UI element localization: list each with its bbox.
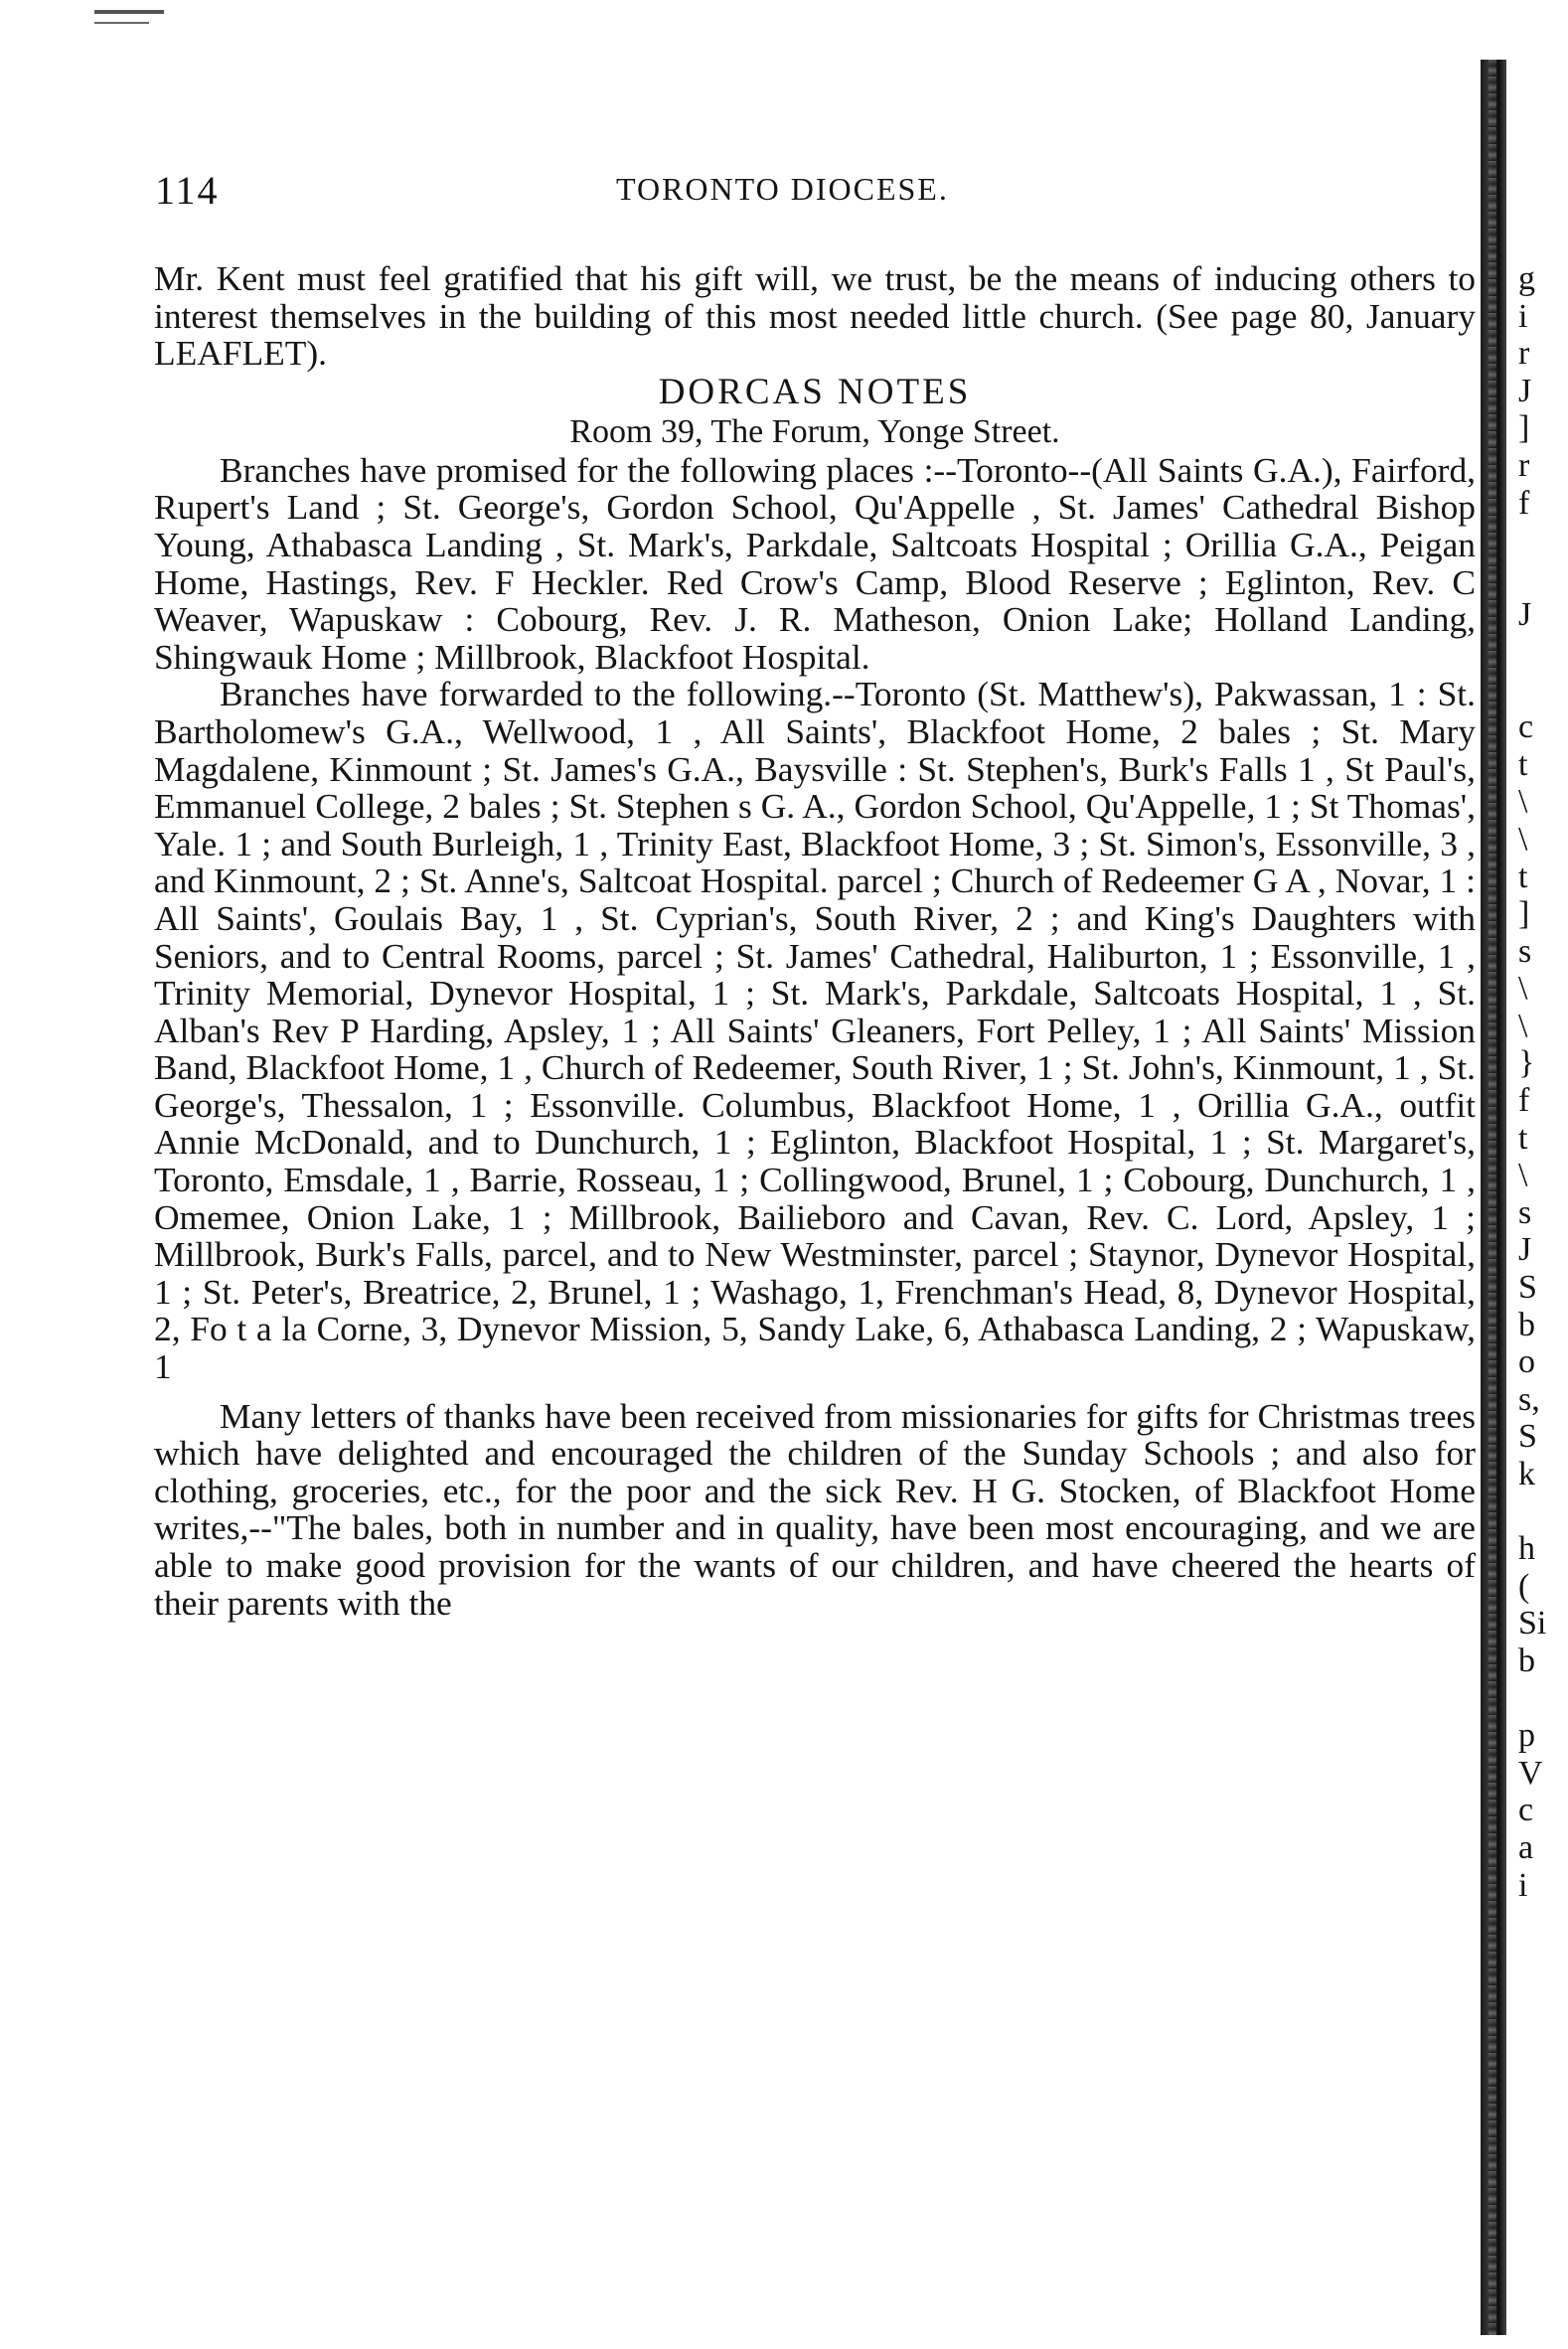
margin-fragment: ]	[1518, 895, 1530, 933]
margin-fragment: J	[1518, 596, 1532, 634]
margin-fragment: f	[1518, 484, 1530, 522]
margin-fragment: \	[1518, 1007, 1528, 1044]
margin-fragment: s,	[1518, 1380, 1540, 1418]
thanks-paragraph: Many letters of thanks have been received from missionaries for gifts for Christmas trees which have delighted and encouraged the children of the Sunday Schools ; and also for clothing, groceries, etc., for the poor and the sick Rev. H G. Stocken, of Blackfoot Home writes,--"The bales, both in number and in quality, have been most encouraging, and we are able to make good provision for the wants of our children, and have cheered the hearts of their parents with the	[154, 1395, 1476, 1623]
margin-fragment	[1518, 1942, 1564, 1979]
margin-fragment: \	[1518, 1157, 1528, 1194]
margin-fragment	[1518, 1680, 1564, 1718]
margin-fragment: \	[1518, 820, 1528, 858]
margin-fragment: t	[1518, 858, 1528, 895]
margin-fragment: r	[1518, 335, 1530, 373]
margin-fragment	[1518, 522, 1564, 559]
section-address: Room 39, The Forum, Yonge Street.	[569, 412, 1060, 450]
margin-fragment: ]	[1518, 409, 1530, 447]
page-number: 114	[155, 168, 220, 213]
facing-page-margin-fragments	[1518, 260, 1564, 1978]
top-scan-mark	[94, 10, 164, 14]
top-scan-mark-secondary	[94, 22, 149, 24]
margin-fragment: V	[1518, 1754, 1543, 1792]
margin-fragment: s	[1518, 1193, 1532, 1231]
margin-fragment: g	[1518, 260, 1535, 297]
margin-fragment	[1518, 1493, 1564, 1531]
margin-fragment: b	[1518, 1306, 1535, 1343]
margin-fragment: k	[1518, 1456, 1535, 1492]
margin-fragment: S	[1518, 1418, 1537, 1456]
margin-fragment: t	[1518, 745, 1528, 783]
margin-fragment: p	[1518, 1717, 1535, 1755]
margin-fragment: }	[1518, 1044, 1535, 1082]
margin-fragment: r	[1518, 446, 1530, 484]
margin-fragment	[1518, 1904, 1564, 1942]
intro-paragraph: Mr. Kent must feel gratified that his gift will, we trust, be the means of inducing others to interest themselves in the building of this most needed little church. (See page 80, January LEAFLET).	[154, 258, 1476, 374]
margin-fragment: t	[1518, 1119, 1528, 1157]
margin-fragment: c	[1518, 1792, 1534, 1829]
margin-fragment: c	[1518, 708, 1534, 746]
margin-fragment: \	[1518, 783, 1528, 821]
margin-fragment: i	[1518, 297, 1528, 335]
forwarded-paragraph: Branches have forwarded to the following.--Toronto (St. Matthew's), Pakwassan, 1 : St. Bartholomew's G.A., Wellwood, 1 , All Saints', Blackfoot Home, 2 bales ; St. Mary Magdalene, Kinmount ; St. James's G.A., Baysville : St. Stephen's, Burk's Falls 1 , St Paul's, Emmanuel College, 2 bales ; St. Stephen s G. A., Gordon School, Qu'Appelle, 1 ; St Thomas', Yale. 1 ; and South Burleigh, 1 , Trinity East, Blackfoot Home, 3 ; St. Simon's, Essonville, 3 , and Kinmount, 2 ; St. Anne's, Saltcoat Hospital. parcel ; Church of Redeemer G A , Novar, 1 : All Saints', Goulais Bay, 1 , St. Cyprian's, South River, 2 ; and King's Daughters with Seniors, and to Central Rooms, parcel ; St. James' Cathedral, Haliburton, 1 ; Essonville, 1 , Trinity Memorial, Dynevor Hospital, 1 ; St. Mark's, Parkdale, Saltcoats Hospital, 1 , St. Alban's Rev P Harding, Apsley, 1 ; All Saints' Gleaners, Fort Pelley, 1 ; All Saints' Mission Band, Blackfoot Home, 1 , Church of Redeemer, South River, 1 ; St. John's, Kinmount, 1 , St. George's, Thessalon, 1 ; Essonville. Columbus, Blackfoot Home, 1 , Orillia G.A., outfit Annie McDonald, and to Dunchurch, 1 ; Eglinton, Blackfoot Hospital, 1 ; St. Margaret's, Toronto, Emsdale, 1 , Barrie, Rosseau, 1 ; Collingwood, Brunel, 1 ; Cobourg, Dunchurch, 1 , Omemee, Onion Lake, 1 ; Millbrook, Bailieboro and Cavan, Rev. C. Lord, Apsley, 1 ; Millbrook, Burk's Falls, parcel, and to New Westminster, parcel ; Staynor, Dynevor Hospital, 1 ; St. Peter's, Breatrice, 2, Brunel, 1 ; Washago, 1, Frenchman's Head, 8, Dynevor Hospital, 2, Fo t a la Corne, 3, Dynevor Mission, 5, Sandy Lake, 6, Athabasca Landing, 2 ; Wapuskaw, 1	[154, 674, 1476, 1387]
margin-fragment: J	[1518, 372, 1532, 409]
margin-fragment	[1518, 634, 1564, 672]
section-title: DORCAS NOTES	[658, 371, 972, 412]
margin-fragment: b	[1518, 1642, 1535, 1679]
margin-fragment: J	[1518, 1231, 1532, 1269]
running-head: TORONTO DIOCESE.	[616, 171, 949, 207]
margin-fragment: o	[1518, 1343, 1535, 1381]
margin-fragment: h	[1518, 1530, 1535, 1568]
body-text	[154, 260, 1476, 1622]
margin-fragment	[1518, 559, 1564, 597]
page-header	[149, 167, 1481, 227]
margin-fragment: a	[1518, 1828, 1534, 1866]
promised-paragraph: Branches have promised for the following places :--Toronto--(All Saints G.A.), Fairford, Rupert's Land ; St. George's, Gordon School, Qu'Appelle , St. James' Cathedral Bishop Young, Athabasca Landing , St. Mark's, Parkdale, Saltcoats Hospital ; Orillia G.A., Peigan Home, Hastings, Rev. F Heckler. Red Crow's Camp, Blood Reserve ; Eglinton, Rev. C Weaver, Wapuskaw : Cobourg, Rev. J. R. Matheson, Onion Lake; Holland Landing, Shingwauk Home ; Millbrook, Blackfoot Hospital.	[154, 449, 1476, 677]
margin-fragment: f	[1518, 1082, 1530, 1120]
margin-fragment: i	[1518, 1866, 1528, 1904]
binding-gutter-texture	[1489, 60, 1496, 2335]
margin-fragment: (	[1518, 1567, 1530, 1605]
margin-fragment: \	[1518, 970, 1528, 1008]
margin-fragment: Si	[1518, 1605, 1547, 1643]
margin-fragment	[1518, 672, 1564, 709]
margin-fragment: S	[1518, 1269, 1537, 1307]
margin-fragment: s	[1518, 932, 1532, 970]
